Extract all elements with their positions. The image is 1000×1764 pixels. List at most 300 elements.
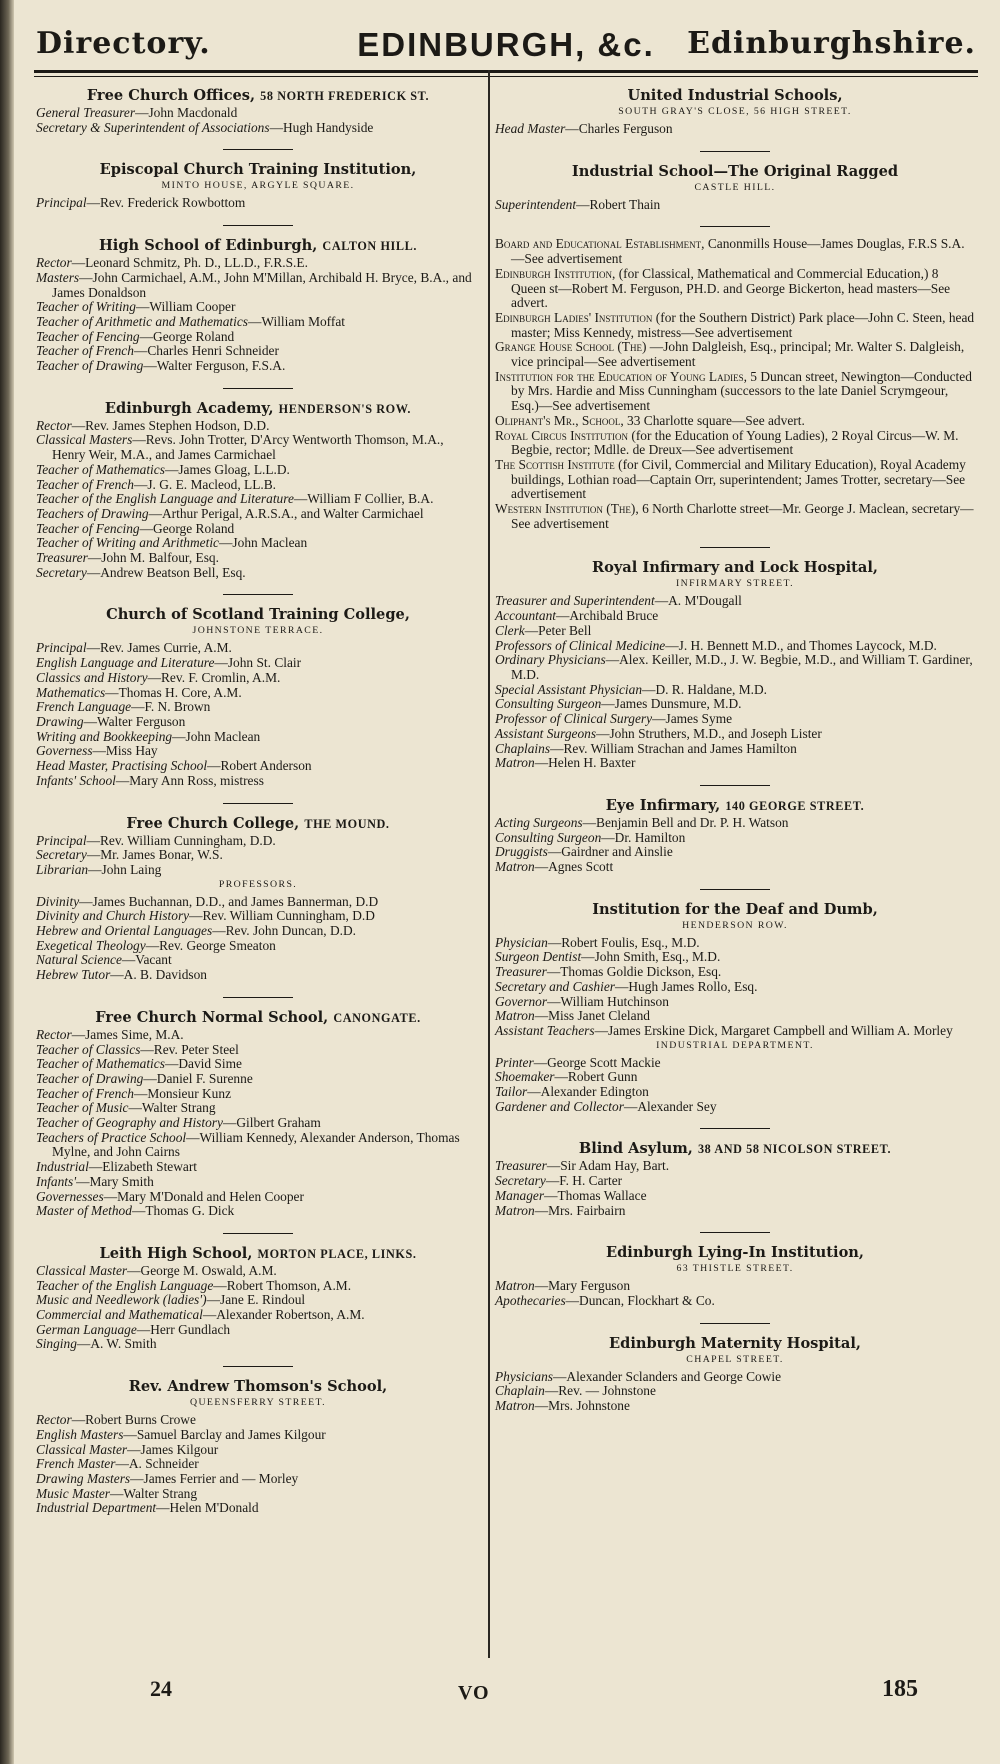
directory-entry: Teacher of French—Charles Henri Schneider [36, 343, 279, 359]
entry-names: Rev. William Cunningham, D.D. [99, 832, 276, 848]
section-name: Edinburgh Lying-In Institution, [605, 1244, 865, 1262]
entry-role: Matron [495, 755, 535, 771]
subheading: INDUSTRIAL DEPARTMENT. [656, 1039, 814, 1051]
entry-names: William Moffat [261, 313, 346, 329]
section-address: CALTON HILL. [322, 239, 417, 254]
school-entry [495, 267, 975, 311]
entry-role: Teachers of Drawing [36, 505, 149, 521]
section-title [495, 900, 975, 919]
section-separator [223, 594, 293, 595]
school-details: (for the Southern District) Park place—John C. Steen, head master; Miss Kennedy, mistress—See advertisement [511, 309, 975, 340]
directory-section [36, 803, 480, 983]
directory-entry: Teacher of French—J. G. E. Macleod, LL.B. [36, 476, 277, 492]
section-title [495, 1139, 975, 1159]
right-column [495, 84, 975, 1428]
entry-names: Sir Adam Hay, Bart. [560, 1158, 670, 1174]
directory-entry: Matron—Mrs. Johnstone [495, 1398, 630, 1414]
entry-names: Leonard Schmitz, Ph. D., LL.D., F.R.S.E. [85, 255, 308, 271]
entry-role: Assistant Surgeons [495, 725, 597, 741]
entry-role: Matron [495, 1398, 535, 1414]
entry-names: F. N. Brown [144, 699, 211, 715]
directory-entry: Writing and Bookkeeping—John Maclean [36, 728, 261, 744]
entry-names: Alexander Sey [637, 1098, 717, 1114]
schools-list [495, 226, 975, 531]
section-name: Edinburgh Maternity Hospital, [609, 1334, 861, 1352]
section-title [36, 236, 480, 256]
entry-role: Governess [36, 743, 93, 759]
entry-names: Walter Ferguson, F.S.A. [156, 358, 286, 374]
directory-entry: Teacher of Writing—William Cooper [36, 299, 236, 315]
directory-entry: Physicians—Alexander Sclanders and George Cowie [495, 1368, 782, 1384]
entry-names: D. R. Haldane, M.D. [655, 681, 768, 697]
section-title [36, 1008, 480, 1028]
directory-entry: Music Master—Walter Strang [36, 1485, 198, 1501]
entry-role: Divinity [36, 893, 80, 909]
directory-entry: Principal—Rev. James Currie, A.M. [36, 640, 232, 656]
entry-names: George Roland [153, 520, 235, 536]
entry-names: John Carmichael, A.M., John M'Millan, Archibald H. Bryce, B.A., and James Donaldson [52, 269, 472, 300]
entry-names: James Dunsmure, M.D. [614, 696, 742, 712]
directory-section [495, 785, 975, 875]
directory-entry: Rector—Rev. James Stephen Hodson, D.D. [36, 417, 270, 433]
school-name: Edinburgh Ladies' Institution [495, 309, 653, 325]
entry-names: Dr. Hamilton [614, 829, 686, 845]
entry-role: Shoemaker [495, 1069, 555, 1085]
section-title [495, 796, 975, 816]
directory-entry: Treasurer—John M. Balfour, Esq. [36, 550, 219, 566]
header-rule-thin [34, 76, 978, 77]
school-name: Western Institution (The), [495, 501, 639, 517]
directory-entry: Teacher of Fencing—George Roland [36, 328, 235, 344]
directory-entry: Secretary and Cashier—Hugh James Rollo, Esq. [495, 978, 758, 994]
entry-names: George M. Oswald, A.M. [140, 1262, 277, 1278]
entry-names: Helen M'Donald [169, 1500, 259, 1516]
left-column [36, 84, 480, 1530]
entry-names: A. W. Smith [90, 1336, 157, 1352]
directory-entry: English Language and Literature—John St. Clair [36, 655, 302, 671]
entry-role: Drawing [36, 713, 84, 729]
entry-role: Assistant Teachers [495, 1022, 595, 1038]
section-title [495, 1243, 975, 1262]
entry-role: Superintendent [495, 196, 577, 212]
section-subtitle: INFIRMARY STREET. [676, 578, 794, 590]
directory-entry: French Language—F. N. Brown [36, 699, 211, 715]
entry-role: Teacher of Music [36, 1100, 129, 1116]
directory-entry: Teacher of Fencing—George Roland [36, 520, 235, 536]
section-title [36, 86, 480, 106]
entry-role: Classical Master [36, 1262, 128, 1278]
entry-role: English Masters [36, 1426, 124, 1442]
section-subtitle: 63 THISTLE STREET. [676, 1263, 794, 1275]
entry-role: Chaplains [495, 740, 551, 756]
entry-names: Mary Smith [89, 1173, 154, 1189]
entry-names: Thomas H. Core, A.M. [118, 684, 242, 700]
entry-role: Secretary & Superintendent of Associations [36, 119, 270, 135]
directory-entry: Teacher of French—Monsieur Kunz [36, 1085, 232, 1101]
entry-role: Governor [495, 993, 548, 1009]
directory-entry: German Language—Herr Gundlach [36, 1321, 231, 1337]
directory-entry: Industrial Department—Helen M'Donald [36, 1500, 259, 1516]
column-divider [488, 70, 490, 1658]
entry-names: George Scott Mackie [547, 1054, 661, 1070]
directory-section [36, 594, 480, 788]
entry-role: Classical Master [36, 1441, 128, 1457]
directory-entry: Master of Method—Thomas G. Dick [36, 1203, 235, 1219]
directory-entry: Teacher of Mathematics—James Gloag, L.L.D. [36, 461, 290, 477]
entry-role: Matron [495, 1202, 535, 1218]
entry-role: Principal [36, 640, 87, 656]
entry-role: Classical Masters [36, 432, 133, 448]
directory-entry: Teacher of Music—Walter Strang [36, 1100, 216, 1116]
entry-names: Agnes Scott [548, 859, 614, 875]
section-subtitle: JOHNSTONE TERRACE. [192, 625, 324, 637]
entry-role: Librarian [36, 861, 89, 877]
directory-entry: Teachers of Practice School—William Kennedy, Alexander Anderson, Thomas Mylne, and John Cairns [36, 1129, 460, 1160]
entry-role: Hebrew and Oriental Languages [36, 923, 213, 939]
section-address: THE MOUND. [304, 816, 390, 831]
school-details: (for Classical, Mathematical and Commercial Education,) 8 Queen st—Robert M. Ferguson, PH.D. and George Bickerton, head masters—See advert. [511, 265, 951, 311]
directory-entry: Teacher of Drawing—Walter Ferguson, F.S.A. [36, 358, 286, 374]
section-separator [700, 151, 770, 152]
directory-entry: Acting Surgeons—Benjamin Bell and Dr. P. H. Watson [495, 814, 789, 830]
directory-entry: English Masters—Samuel Barclay and James Kilgour [36, 1426, 326, 1442]
entry-role: Professor of Clinical Surgery [495, 711, 653, 727]
entry-names: Mary Ann Ross, mistress [129, 772, 264, 788]
entry-role: Secretary [495, 1173, 546, 1189]
entry-role: Divinity and Church History [36, 908, 190, 924]
entry-role: Matron [495, 1008, 535, 1024]
entry-names: Rev. Frederick Rowbottom [99, 195, 246, 211]
directory-entry: Head Master—Charles Ferguson [495, 121, 673, 136]
entry-role: Teacher of Mathematics [36, 1056, 165, 1072]
entry-role: Teacher of Fencing [36, 328, 140, 344]
directory-entry: Teacher of Writing and Arithmetic—John Maclean [36, 535, 308, 551]
directory-entry: Matron—Mrs. Fairbairn [495, 1202, 626, 1218]
section-name: Church of Scotland Training College, [106, 606, 410, 624]
section-title [36, 605, 480, 624]
entry-names: James Erskine Dick, Margaret Campbell and William A. Morley [607, 1022, 953, 1038]
entry-names: Robert Thain [589, 196, 661, 212]
section-separator [700, 785, 770, 786]
section-separator [223, 803, 293, 804]
entry-names: A. Schneider [128, 1456, 199, 1472]
section-address: CANONGATE. [333, 1010, 421, 1025]
entry-names: James Gloag, L.L.D. [178, 461, 290, 477]
directory-entry: Clerk—Peter Bell [495, 622, 592, 638]
entry-role: Clerk [495, 622, 525, 638]
entry-names: Walter Ferguson [97, 713, 186, 729]
section-address: 140 GEORGE STREET. [725, 798, 865, 813]
directory-entry: Special Assistant Physician—D. R. Haldane, M.D. [495, 681, 768, 697]
entry-role: Physicians [495, 1368, 554, 1384]
entry-role: Teacher of Classics [36, 1041, 141, 1057]
directory-entry: Chaplains—Rev. William Strachan and James Hamilton [495, 740, 797, 756]
entry-names: Alexander Robertson, A.M. [216, 1307, 365, 1323]
directory-entry: Professors of Clinical Medicine—J. H. Bennett M.D., and Thomes Laycock, M.D. [495, 637, 937, 653]
section-name: Blind Asylum, [578, 1140, 693, 1158]
entry-role: Commercial and Mathematical [36, 1307, 203, 1323]
section-name: Leith High School, [99, 1244, 253, 1262]
entry-role: Treasurer [495, 1158, 547, 1174]
school-details: (for Civil, Commercial and Military Education), Royal Academy buildings, Lothian road—Captain Orr, superintendent; James Trotter, secretary—See advertisement [511, 456, 966, 502]
entry-names: Robert Gunn [567, 1069, 638, 1085]
directory-entry: Consulting Surgeon—Dr. Hamilton [495, 829, 686, 845]
section-name: High School of Edinburgh, [98, 237, 318, 255]
section-title [36, 1377, 480, 1396]
directory-entry: Ordinary Physicians—Alex. Keiller, M.D., J. W. Begbie, M.D., and William T. Gardiner, M.D. [495, 652, 973, 682]
entry-names: Rev. James Currie, A.M. [99, 640, 232, 656]
entry-role: Principal [36, 195, 87, 211]
entry-role: Hebrew Tutor [36, 967, 111, 983]
directory-entry: Head Master, Practising School—Robert Anderson [36, 758, 312, 774]
entry-role: Ordinary Physicians [495, 652, 606, 668]
entry-role: Teacher of French [36, 1085, 134, 1101]
entry-role: Accountant [495, 608, 556, 624]
entry-names: James Kilgour [140, 1441, 219, 1457]
entry-names: Elizabeth Stewart [102, 1159, 198, 1175]
entry-role: General Treasurer [36, 105, 136, 120]
entry-names: William F Collier, B.A. [307, 491, 434, 507]
directory-entry: Assistant Teachers—James Erskine Dick, Margaret Campbell and William A. Morley [495, 1022, 953, 1038]
directory-section [36, 225, 480, 374]
section-title [495, 558, 975, 577]
entry-role: Teacher of Writing and Arithmetic [36, 535, 220, 551]
directory-entry: Rector—Robert Burns Crowe [36, 1412, 196, 1428]
directory-entry: Hebrew and Oriental Languages—Rev. John Duncan, D.D. [36, 923, 356, 939]
entry-role: Secretary [36, 564, 87, 580]
section-subtitle: SOUTH GRAY'S CLOSE, 56 HIGH STREET. [618, 106, 852, 117]
section-separator [700, 1323, 770, 1324]
entry-role: Exegetical Theology [36, 937, 146, 953]
directory-entry: Divinity and Church History—Rev. William Cunningham, D.D [36, 908, 375, 924]
entry-names: Thomas G. Dick [145, 1203, 235, 1219]
entry-role: Printer [495, 1054, 534, 1070]
entry-role: Professors of Clinical Medicine [495, 637, 666, 653]
entry-names: John Smith, Esq., M.D. [594, 949, 721, 965]
school-details: 6 North Charlotte street—Mr. George J. Maclean, secretary—See advertisement [511, 501, 974, 531]
entry-names: Rev. — Johnstone [558, 1383, 656, 1399]
section-separator [223, 997, 293, 998]
directory-entry: Drawing Masters—James Ferrier and — Morley [36, 1471, 299, 1486]
directory-section [495, 889, 975, 1115]
entry-names: J. H. Bennett M.D., and Thomes Laycock, M.D. [678, 637, 937, 653]
directory-entry: Teacher of Geography and History—Gilbert Graham [36, 1115, 321, 1131]
directory-entry: Classics and History—Rev. F. Cromlin, A.M. [36, 669, 281, 685]
section-separator [700, 1128, 770, 1129]
directory-entry: Matron—Agnes Scott [495, 859, 614, 875]
directory-entry: Teacher of the English Language and Literature—William F Collier, B.A. [36, 491, 434, 507]
directory-entry: Secretary—F. H. Carter [495, 1173, 623, 1189]
entry-role: Apothecaries [495, 1292, 566, 1308]
entry-role: Acting Surgeons [495, 814, 583, 830]
entry-role: Teacher of Writing [36, 299, 136, 315]
directory-entry: Classical Master—George M. Oswald, A.M. [36, 1262, 277, 1278]
entry-role: Teacher of French [36, 343, 134, 359]
directory-entry: Chaplain—Rev. — Johnstone [495, 1383, 656, 1399]
entry-names: F. H. Carter [559, 1173, 623, 1189]
directory-entry: Physician—Robert Foulis, Esq., M.D. [495, 934, 700, 950]
directory-entry: Drawing—Walter Ferguson [36, 713, 186, 729]
directory-entry: Masters—John Carmichael, A.M., John M'Millan, Archibald H. Bryce, B.A., and James Donaldson [36, 269, 472, 300]
section-address: MORTON PLACE, LINKS. [257, 1246, 417, 1261]
directory-section [36, 388, 480, 581]
entry-role: Teacher of Fencing [36, 520, 140, 536]
entry-names: George Roland [153, 328, 235, 344]
entry-role: French Master [36, 1456, 116, 1472]
section-subtitle: MINTO HOUSE, ARGYLE SQUARE. [161, 180, 355, 192]
entry-role: Rector [36, 1026, 72, 1042]
directory-entry: Professor of Clinical Surgery—James Syme [495, 711, 733, 727]
entry-names: Revs. John Trotter, D'Arcy Wentworth Thomson, M.A., Henry Weir, M.A., and James Carmichael [52, 432, 444, 463]
entry-role: Rector [36, 1412, 72, 1428]
entry-names: James Buchannan, D.D., and James Bannerman, D.D [92, 893, 379, 909]
directory-entry: Teacher of the English Language—Robert Thomson, A.M. [36, 1277, 352, 1293]
entry-names: Hugh Handyside [282, 119, 374, 135]
section-separator [223, 149, 293, 150]
directory-entry: Hebrew Tutor—A. B. Davidson [36, 967, 207, 983]
directory-entry: French Master—A. Schneider [36, 1456, 199, 1472]
school-details: Canonmills House—James Douglas, F.R.S S.A.—See advertisement [511, 236, 965, 267]
entry-names: Rev. James Stephen Hodson, D.D. [85, 417, 270, 433]
directory-entry: Classical Master—James Kilgour [36, 1441, 219, 1457]
school-name: Grange House School (The) [495, 339, 647, 355]
section-title [36, 160, 480, 179]
entry-names: Benjamin Bell and Dr. P. H. Watson [596, 814, 789, 830]
school-details: (for the Education of Young Ladies), 2 Royal Circus—W. M. Begbie, rector; Mdlle. de Dreux—See advertisement [511, 427, 959, 458]
entry-names: Miss Janet Cleland [548, 1008, 650, 1024]
section-name: Edinburgh Academy, [104, 399, 274, 417]
directory-entry: Printer—George Scott Mackie [495, 1054, 661, 1070]
entry-names: Robert Anderson [220, 758, 312, 774]
section-separator [223, 1233, 293, 1234]
directory-entry: Governesses—Mary M'Donald and Helen Cooper [36, 1188, 304, 1204]
directory-entry: Teacher of Mathematics—David Sime [36, 1056, 242, 1072]
entry-role: Consulting Surgeon [495, 829, 602, 845]
entry-names: Rev. William Strachan and James Hamilton [563, 740, 797, 756]
directory-entry: General Treasurer—John Macdonald [36, 105, 238, 120]
section-separator [223, 1366, 293, 1367]
entry-names: Duncan, Flockhart & Co. [579, 1292, 715, 1308]
section-name: Eye Infirmary, [605, 796, 721, 814]
directory-entry: Surgeon Dentist—John Smith, Esq., M.D. [495, 949, 721, 965]
directory-entry: Druggists—Gairdner and Ainslie [495, 844, 673, 860]
directory-entry: Treasurer—Sir Adam Hay, Bart. [495, 1158, 670, 1174]
directory-section [36, 997, 480, 1219]
school-entry [495, 370, 975, 414]
entry-names: William Cooper [149, 299, 236, 315]
entry-names: James Ferrier and — Morley [143, 1471, 299, 1486]
section-subtitle: QUEENSFERRY STREET. [189, 1397, 326, 1409]
page-number-right: 185 [882, 1676, 918, 1702]
school-entry [495, 429, 975, 458]
directory-section [36, 86, 480, 135]
entry-role: Masters [36, 269, 80, 285]
entry-names: Mary M'Donald and Helen Cooper [117, 1188, 304, 1204]
entry-role: Teacher of Geography and History [36, 1115, 223, 1131]
entry-role: Drawing Masters [36, 1471, 131, 1486]
directory-entry: Governor—William Hutchinson [495, 993, 669, 1009]
entry-role: French Language [36, 699, 132, 715]
school-name: Edinburgh Institution, [495, 265, 616, 281]
entry-names: Charles Ferguson [578, 121, 673, 136]
entry-names: Alexander Edington [540, 1084, 649, 1100]
section-name: Free Church Offices, [86, 87, 256, 104]
entry-role: Consulting Surgeon [495, 696, 602, 712]
directory-entry: Singing—A. W. Smith [36, 1336, 157, 1352]
section-address: 38 AND 58 NICOLSON STREET. [697, 1142, 892, 1157]
header-center-title: EDINBURGH, &c. [357, 26, 655, 63]
section-separator [223, 388, 293, 389]
page-header [36, 22, 976, 68]
entry-role: Treasurer and Superintendent [495, 593, 655, 609]
directory-entry: Principal—Rev. William Cunningham, D.D. [36, 832, 276, 848]
directory-entry: Tailor—Alexander Edington [495, 1084, 649, 1100]
entry-names: J. G. E. Macleod, LL.B. [147, 476, 277, 492]
entry-names: James Syme [665, 711, 733, 727]
section-separator [223, 225, 293, 226]
school-entry [495, 340, 975, 369]
directory-entry: Teacher of Drawing—Daniel F. Surenne [36, 1070, 253, 1086]
entry-names: Rev. Peter Steel [153, 1041, 239, 1057]
directory-entry: Governess—Miss Hay [36, 743, 158, 759]
directory-entry: Rector—Leonard Schmitz, Ph. D., LL.D., F.R.S.E. [36, 255, 308, 271]
school-entry [495, 458, 975, 502]
entry-role: Master of Method [36, 1203, 132, 1219]
entry-role: Natural Science [36, 952, 122, 968]
directory-entry: Apothecaries—Duncan, Flockhart & Co. [495, 1292, 715, 1308]
directory-entry: Consulting Surgeon—James Dunsmure, M.D. [495, 696, 742, 712]
section-separator [700, 547, 770, 548]
header-right-title: Edinburghshire. [687, 26, 976, 61]
directory-entry: Mathematics—Thomas H. Core, A.M. [36, 684, 242, 700]
entry-names: Miss Hay [105, 743, 158, 759]
directory-entry: Teacher of Arithmetic and Mathematics—William Moffat [36, 313, 346, 329]
entry-role: Infants' [36, 1173, 77, 1189]
entry-names: Thomas Wallace [557, 1187, 647, 1203]
entry-names: Rev. William Cunningham, D.D [202, 908, 375, 924]
school-name: Royal Circus Institution [495, 427, 629, 443]
directory-entry: Librarian—John Laing [36, 861, 162, 877]
directory-entry: Natural Science—Vacant [36, 952, 172, 968]
entry-role: Teacher of Arithmetic and Mathematics [36, 313, 248, 329]
entry-names: Walter Strang [141, 1100, 216, 1116]
section-subtitle: CHAPEL STREET. [686, 1353, 784, 1365]
section-title [36, 814, 480, 834]
directory-entry: Exegetical Theology—Rev. George Smeaton [36, 937, 276, 953]
entry-names: Mrs. Fairbairn [548, 1202, 626, 1218]
entry-role: Head Master [495, 121, 566, 136]
entry-names: William Kennedy, Alexander Anderson, Thomas Mylne, and John Cairns [52, 1129, 460, 1160]
directory-entry: Rector—James Sime, M.A. [36, 1026, 184, 1042]
signature-mark: VO [458, 1682, 490, 1704]
header-rule [34, 70, 978, 73]
entry-role: English Language and Literature [36, 655, 215, 671]
entry-names: Alex. Keiller, M.D., J. W. Begbie, M.D., and William T. Gardiner, M.D. [511, 652, 973, 682]
directory-entry: Manager—Thomas Wallace [495, 1187, 647, 1203]
section-name: United Industrial Schools, [627, 87, 843, 104]
entry-role: Singing [36, 1336, 77, 1352]
entry-role: Manager [495, 1187, 545, 1203]
entry-names: Charles Henri Schneider [147, 343, 279, 359]
entry-role: Druggists [495, 844, 548, 860]
entry-role: Treasurer [495, 964, 547, 980]
entry-role: German Language [36, 1321, 137, 1337]
entry-role: Head Master, Practising School [36, 758, 208, 774]
directory-entry: Matron—Helen H. Baxter [495, 755, 636, 771]
entry-role: Treasurer [36, 550, 88, 566]
entry-role: Matron [495, 1278, 535, 1294]
entry-role: Secretary [36, 847, 87, 863]
